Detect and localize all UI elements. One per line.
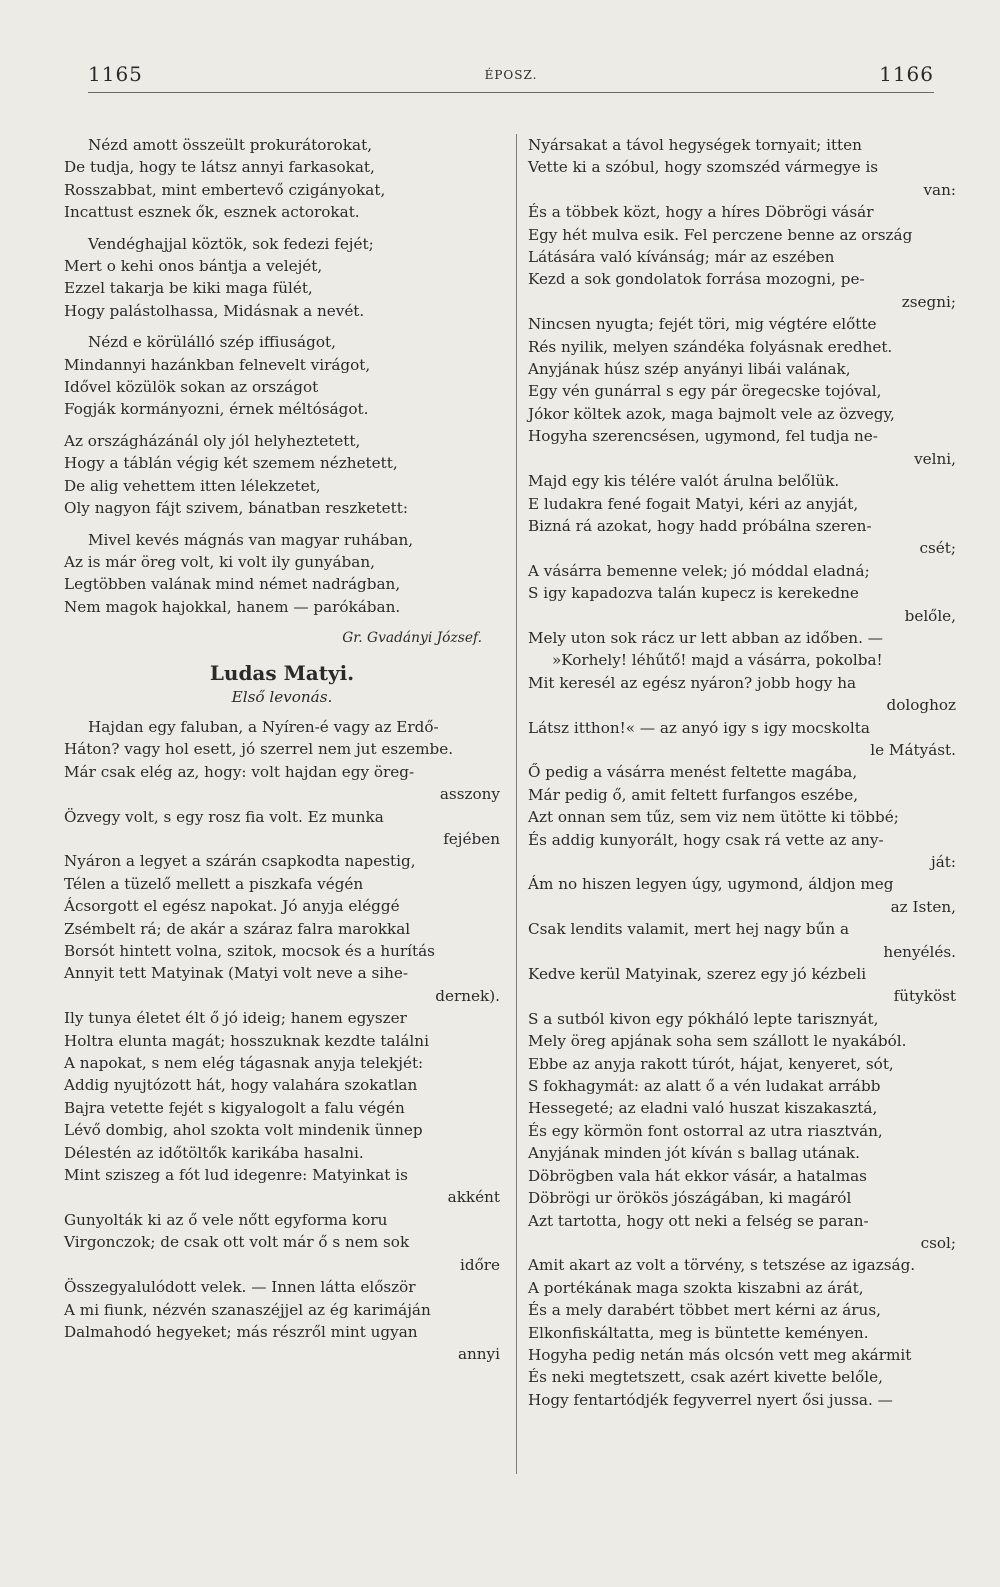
text-line: Télen a tüzelő mellett a piszkafa végén [64,874,364,893]
text-line: Az is már öreg volt, ki volt ily gunyában, [64,552,375,571]
text-line: Annyit tett Matyinak (Matyi volt neve a sihe- [64,964,409,983]
text-line: Hessegeté; az eladni való huszat kiszakasztá, [528,1099,878,1118]
running-title: ÉPOSZ. [484,68,538,82]
text-line: Anyjának húsz szép anyányi libái valának, [528,360,851,379]
text-line: És egy körmön font ostorral az utra riasztván, [528,1121,883,1140]
text-line: az Isten, [890,897,956,916]
text-line: Mely uton sok rácz ur lett abban az időben. — [528,628,883,647]
text-line: Rosszabbat, mint embertevő czigányokat, [64,180,386,199]
text-line: fejében [443,829,500,848]
text-line: Hogy a táblán végig két szemem nézhetett, [64,454,398,473]
text-line: Egy hét mulva esik. Fel perczene benne az ország [528,225,913,244]
text-line: S fokhagymát: az alatt ő a vén ludakat arrább [528,1077,881,1096]
text-line: Elkonfiskáltatta, meg is büntette keményen. [528,1323,869,1342]
text-line: »Korhely! léhűtő! majd a vásárra, pokolba! [552,651,883,670]
stanza [64,331,500,421]
page-number-left: 1165 [88,62,143,86]
stanza [64,529,500,619]
text-line: ját: [931,853,956,871]
text-line: De alig vehettem itten lélekzetet, [64,476,321,495]
text-line: Délestén az időtöltők karikába hasalni. [64,1143,364,1162]
text-line: Ám no hiszen legyen úgy, ugymond, áldjon meg [528,875,894,894]
left-column [64,134,500,1366]
stanza [64,430,500,520]
stanza-group [64,134,500,618]
text-line: dologhoz [886,696,956,715]
text-line: Gunyolták ki az ő vele nőtt egyforma koru [64,1210,388,1229]
poem-text-continued [528,134,956,1411]
text-line: zsegni; [901,292,956,311]
text-line: Azt onnan sem tűz, sem viz nem ütötte ki többé; [528,808,899,827]
page-header [88,62,934,93]
text-line: asszony [439,785,500,804]
text-line: És a többek közt, hogy a híres Döbrögi vásár [528,203,874,222]
text-line: Borsót hintett volna, szitok, mocsok és a hurítás [64,942,435,960]
text-line: Összegyalulódott velek. — Innen látta először [64,1278,416,1297]
poem-text [64,716,500,1366]
column-divider [516,134,517,1474]
text-line: Hajdan egy faluban, a Nyíren-é vagy az Erdő- [88,717,439,736]
poem-title: Ludas Matyi. [209,660,355,685]
text-line: De tudja, hogy te látsz annyi farkasokat, [64,158,375,177]
text-line: akként [447,1188,500,1207]
text-line: Döbrögi ur örökös jószágában, ki magáról [528,1189,852,1208]
text-line: Az országházánál oly jól helyheztetett, [64,431,361,450]
text-line: Nem magok hajokkal, hanem — parókában. [64,597,401,616]
text-line: Anyjának minden jót kíván s ballag utának. [528,1144,860,1163]
text-line: Látsz itthon!« — az anyó igy s igy mocskolta [528,718,870,737]
text-line: Incattust esznek ők, esznek actorokat. [64,203,360,222]
text-line: Már csak elég az, hogy: volt hajdan egy öreg- [64,762,415,781]
text-line: Bizná rá azokat, hogy hadd próbálna szeren- [528,516,872,535]
text-line: Hogyha pedig netán más olcsón vett meg akármit [528,1345,912,1364]
text-line: Jókor költek azok, maga bajmolt vele az özvegy, [528,404,895,423]
stanza [64,233,500,323]
text-line: csét; [919,539,956,558]
text-line: Hogyha szerencsésen, ugymond, fel tudja ne- [528,427,878,446]
text-line: Rés nyilik, melyen szándéka folyásnak eredhet. [528,337,893,356]
text-line: belőle, [904,606,956,625]
author-signature: Gr. Gvadányi József. [342,630,482,647]
text-line: Legtöbben valának mind német nadrágban, [64,575,401,594]
text-line: Kezd a sok gondolatok forrása mozogni, pe- [528,270,865,289]
right-column [528,134,956,1411]
text-line: Dalmahodó hegyeket; más részről mint ugyan [64,1322,418,1341]
text-line: Egy vén gunárral s egy pár öregecske tojóval, [528,382,882,401]
text-line: Mert o kehi onos bántja a velejét, [64,257,323,276]
page-number-right: 1166 [879,62,934,86]
text-line: Nyáron a legyet a szárán csapkodta napestig, [64,852,416,871]
text-line: Ő pedig a vásárra menést feltette magába, [528,763,858,782]
text-line: le Mátyást. [870,740,956,759]
text-line: Mivel kevés mágnás van magyar ruhában, [88,530,414,549]
text-line: velni, [914,449,956,468]
text-line: Bajra vetette fejét s kigyalogolt a falu végén [64,1098,405,1117]
text-line: És addig kunyorált, hogy csak rá vette az any- [528,830,884,849]
text-line: Özvegy volt, s egy rosz fia volt. Ez munka [64,807,384,826]
text-line: És neki megtetszett, csak azért kivette belőle, [528,1368,883,1387]
text-line: Ily tunya életet élt ő jó ideig; hanem egyszer [64,1009,407,1028]
text-line: csol; [920,1233,956,1252]
text-line: A mi fiunk, nézvén szanaszéjjel az ég karimáján [64,1300,431,1319]
text-line: Hogy palástolhassa, Midásnak a nevét. [64,301,365,320]
text-line: van: [923,180,956,199]
text-line: Idővel közülök sokan az országot [64,378,319,397]
text-line: Mint sziszeg a fót lud idegenre: Matyinkat is [64,1166,408,1185]
text-line: Zsémbelt rá; de akár a száraz falra marokkal [64,919,411,938]
text-line: annyi [457,1345,500,1364]
text-line: Amit akart az volt a törvény, s tetszése az igazság. [528,1256,916,1275]
text-line: Vette ki a szóbul, hogy szomszéd vármegye is [528,158,879,177]
text-line: Mindannyi hazánkban felnevelt virágot, [64,355,371,374]
text-line: Nézd amott összeült prokurátorokat, [88,136,373,154]
text-line: Háton? vagy hol esett, jó szerrel nem jut eszembe. [64,740,454,759]
text-line: időre [460,1255,500,1274]
stanza [64,134,500,224]
text-line: Azt tartotta, hogy ott neki a felség se paran- [528,1211,869,1230]
text-line: henyélés. [883,942,956,961]
text-line: Oly nagyon fájt szivem, bánatban reszketett: [64,499,408,518]
text-line: Holtra elunta magát; hosszuknak kezdte találni [64,1031,429,1050]
text-line: Ácsorgott el egész napokat. Jó anyja eléggé [64,897,400,916]
text-line: Már pedig ő, amit feltett furfangos eszébe, [528,785,859,804]
text-line: E ludakra fené fogait Matyi, kéri az anyját, [528,494,859,513]
text-line: Nézd e körülálló szép iffiuságot, [88,333,336,352]
text-line: S a sutból kivon egy pókháló lepte tarisznyát, [528,1009,879,1028]
text-line: Majd egy kis télére valót árulna belőlük. [528,472,840,491]
text-line: Ebbe az anyja rakott túrót, hájat, kenyeret, sót, [528,1054,894,1073]
text-line: fütyköst [893,987,956,1006]
text-line: A vásárra bemenne velek; jó móddal eladná; [528,561,870,580]
text-line: Kedve kerül Matyinak, szerez egy jó kézbeli [528,965,867,984]
poem-subtitle: Első levonás. [231,687,333,706]
text-line: S igy kapadozva talán kupecz is kerekedne [528,584,859,603]
text-line: Mely öreg apjának soha sem szállott le nyakából. [528,1032,907,1051]
text-line: És a mely darabért többet mert kérni az árus, [528,1301,881,1320]
text-line: dernek). [435,986,500,1005]
text-line: Ezzel takarja be kiki maga fülét, [64,279,313,298]
text-line: Látására való kívánság; már az eszében [528,248,835,267]
text-line: Vendéghajjal köztök, sok fedezi fejét; [88,234,374,253]
text-line: Nincsen nyugta; fejét töri, mig végtére előtte [528,315,877,334]
text-line: Hogy fentartódjék fegyverrel nyert ősi jussa. — [528,1390,893,1409]
text-line: Nyársakat a távol hegységek tornyait; itten [528,136,862,154]
text-line: Virgonczok; de csak ott volt már ő s nem sok [64,1233,410,1252]
text-line: A napokat, s nem elég tágasnak anyja telekjét: [64,1054,424,1073]
text-line: Fogják kormányozni, érnek méltóságot. [64,400,369,419]
text-line: Mit keresél az egész nyáron? jobb hogy ha [528,673,857,692]
text-line: Döbrögben vala hát ekkor vásár, a hatalmas [528,1166,867,1185]
text-line: Lévő dombig, ahol szokta volt mindenik ünnep [64,1121,423,1140]
text-line: Csak lendits valamit, mert hej nagy bűn a [528,920,850,939]
text-line: Addig nyujtózott hát, hogy valahára szokatlan [64,1076,418,1095]
text-line: A portékának maga szokta kiszabni az árát, [528,1278,864,1297]
